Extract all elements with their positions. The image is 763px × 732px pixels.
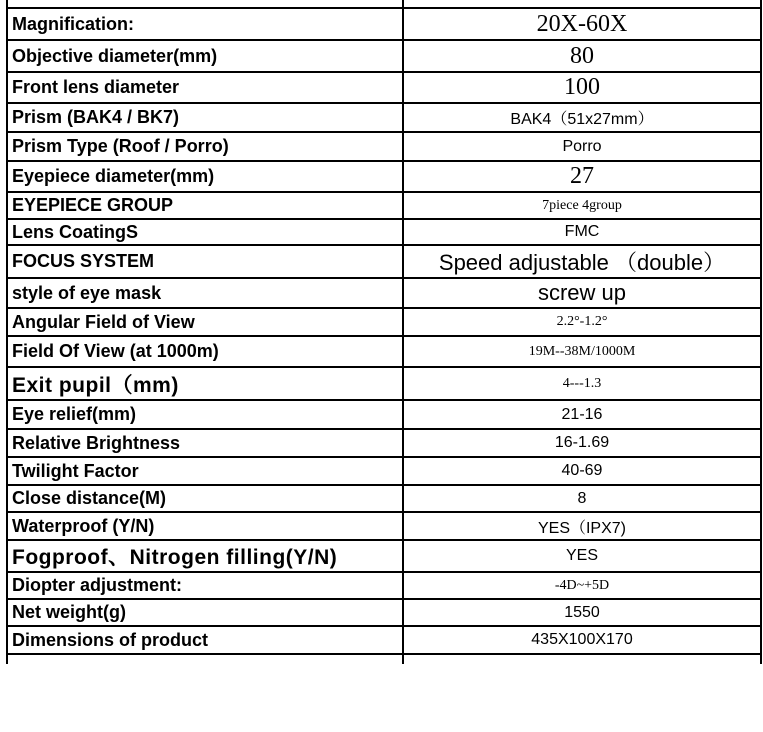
spec-label: Exit pupil（mm)	[7, 367, 403, 400]
spec-value: -4D~+5D	[403, 572, 761, 599]
spec-label: Front lens diameter	[7, 72, 403, 103]
spec-label: Close distance(M)	[7, 485, 403, 512]
spec-table	[6, 0, 762, 664]
spec-row	[7, 400, 761, 429]
label-cell-stub	[7, 654, 403, 664]
spec-row	[7, 161, 761, 192]
spec-row	[7, 626, 761, 654]
spec-label: Twilight Factor	[7, 457, 403, 485]
spec-row	[7, 40, 761, 72]
spec-table-body	[7, 0, 761, 664]
spec-row	[7, 132, 761, 161]
spec-row	[7, 308, 761, 336]
spec-label: Prism (BAK4 / BK7)	[7, 103, 403, 132]
spec-value: Speed adjustable （double）	[403, 245, 761, 278]
spec-label: Lens CoatingS	[7, 219, 403, 245]
spec-label: Angular Field of View	[7, 308, 403, 336]
spec-value: 100	[403, 72, 761, 103]
value-cell-stub	[403, 654, 761, 664]
label-cell-stub	[7, 0, 403, 8]
spec-value: BAK4（51x27mm）	[403, 103, 761, 132]
spec-label: Field Of View (at 1000m)	[7, 336, 403, 367]
spec-value: 1550	[403, 599, 761, 626]
spec-value: 4---1.3	[403, 367, 761, 400]
spec-row	[7, 103, 761, 132]
spec-value: 80	[403, 40, 761, 72]
spec-row	[7, 336, 761, 367]
spec-value: 20X-60X	[403, 8, 761, 40]
spec-row	[7, 540, 761, 572]
spec-row	[7, 512, 761, 540]
spec-value: 7piece 4group	[403, 192, 761, 219]
spec-row	[7, 485, 761, 512]
spec-value: 21-16	[403, 400, 761, 429]
spec-label: Objective diameter(mm)	[7, 40, 403, 72]
spec-label: Magnification:	[7, 8, 403, 40]
spec-row	[7, 278, 761, 308]
spec-row	[7, 8, 761, 40]
spec-row	[7, 429, 761, 457]
spec-value: FMC	[403, 219, 761, 245]
spec-label: style of eye mask	[7, 278, 403, 308]
table-bottom-stub	[7, 654, 761, 664]
spec-label: Diopter adjustment:	[7, 572, 403, 599]
spec-label: Prism Type (Roof / Porro)	[7, 132, 403, 161]
spec-value: 2.2°-1.2°	[403, 308, 761, 336]
spec-row	[7, 72, 761, 103]
spec-label: Fogproof、Nitrogen filling(Y/N)	[7, 540, 403, 572]
spec-value: Porro	[403, 132, 761, 161]
spec-value: 16-1.69	[403, 429, 761, 457]
spec-value: 8	[403, 485, 761, 512]
spec-row	[7, 245, 761, 278]
table-top-stub	[7, 0, 761, 8]
spec-row	[7, 599, 761, 626]
spec-row	[7, 572, 761, 599]
spec-label: Waterproof (Y/N)	[7, 512, 403, 540]
spec-row	[7, 457, 761, 485]
spec-label: Eyepiece diameter(mm)	[7, 161, 403, 192]
spec-value: YES（IPX7)	[403, 512, 761, 540]
spec-row	[7, 219, 761, 245]
value-cell-stub	[403, 0, 761, 8]
spec-label: Eye relief(mm)	[7, 400, 403, 429]
spec-label: EYEPIECE GROUP	[7, 192, 403, 219]
spec-row	[7, 367, 761, 400]
spec-label: FOCUS SYSTEM	[7, 245, 403, 278]
spec-label: Relative Brightness	[7, 429, 403, 457]
spec-value: 435X100X170	[403, 626, 761, 654]
spec-value: 27	[403, 161, 761, 192]
spec-label: Net weight(g)	[7, 599, 403, 626]
spec-value: 19M--38M/1000M	[403, 336, 761, 367]
spec-value: YES	[403, 540, 761, 572]
spec-value: screw up	[403, 278, 761, 308]
spec-value: 40-69	[403, 457, 761, 485]
spec-row	[7, 192, 761, 219]
spec-label: Dimensions of product	[7, 626, 403, 654]
